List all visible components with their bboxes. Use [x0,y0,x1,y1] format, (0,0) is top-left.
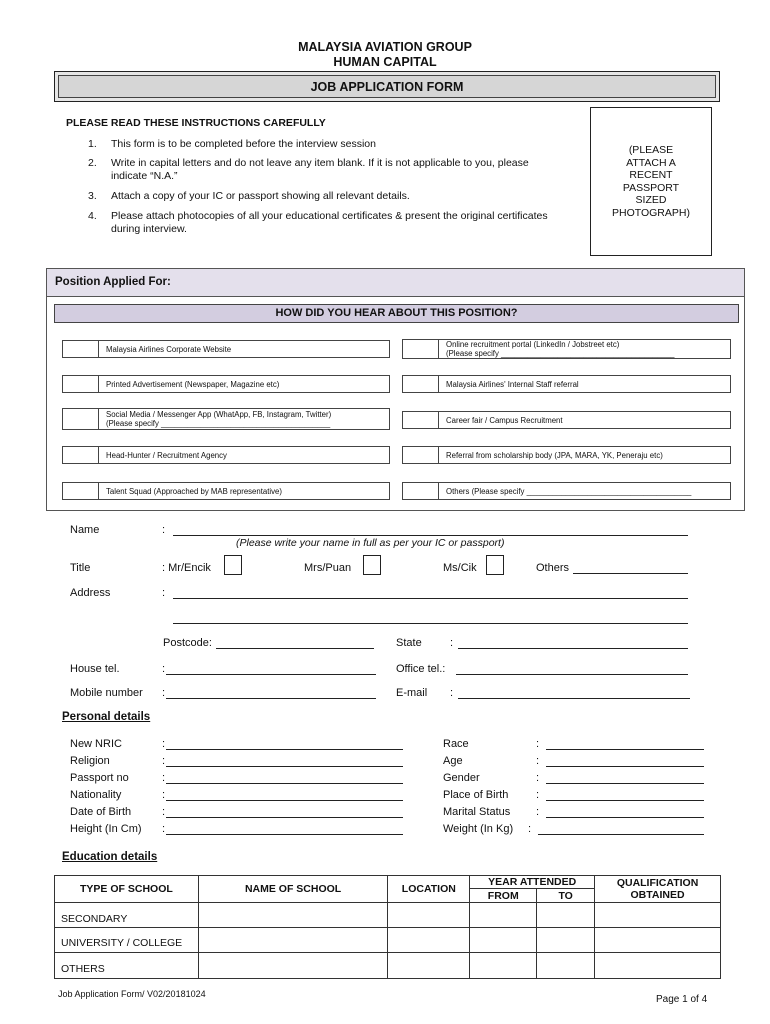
title-others-label: Others [536,562,570,574]
name-field[interactable] [173,535,688,536]
personal-colon: : [536,755,540,767]
instruction-text: Attach a copy of your IC or passport showing all relevant details. [111,190,410,202]
instruction-text: Write in capital letters and do not leave any item blank. If it is not applicable to you, please indicate “N.A.” [111,157,529,182]
house-tel-colon: : [162,663,166,675]
race-field[interactable] [546,749,704,750]
instruction-text: Please attach photocopies of all your educational certificates & present the original certificates during interview. [111,210,548,235]
personal-label: Gender [443,772,480,784]
location-cell[interactable] [388,953,470,979]
email-colon: : [450,687,454,699]
personal-label: Religion [70,755,110,767]
name-colon: : [162,524,166,536]
option-checkbox[interactable] [63,483,99,499]
instruction-number: 4. [88,210,97,222]
personal-label: Age [443,755,463,767]
personal-colon: : [536,772,540,784]
instruction-number: 3. [88,190,97,202]
option-checkbox[interactable] [403,483,439,499]
option-talent-squad[interactable] [62,482,390,500]
age-field[interactable] [546,766,704,767]
option-label: Others (Please specify ______________________________________ [446,486,692,496]
title-ms-label: Ms/Cik [443,562,477,574]
option-checkbox[interactable] [63,376,99,392]
qualification-cell[interactable] [595,928,721,953]
state-field[interactable] [458,648,688,649]
option-label: Talent Squad (Approached by MAB representative) [106,486,282,496]
weight-field[interactable] [538,834,704,835]
org-name: MALAYSIA AVIATION GROUP [298,40,472,54]
address-label: Address [70,587,111,599]
option-scholarship-referral[interactable] [402,446,731,464]
option-printed-advertisement[interactable] [62,375,390,393]
personal-label: Nationality [70,789,122,801]
school-type-cell: UNIVERSITY / COLLEGE [55,928,199,953]
form-title-box [54,71,720,102]
personal-label: Weight (In Kg) [443,823,514,835]
date-of-birth-field[interactable] [166,817,403,818]
personal-colon: : [536,789,540,801]
to-cell[interactable] [537,928,595,953]
new-nric-field[interactable] [166,749,403,750]
from-cell[interactable] [470,928,537,953]
personal-label: Race [443,738,469,750]
location-cell[interactable] [388,903,470,928]
to-cell[interactable] [537,953,595,979]
option-label: Head-Hunter / Recruitment Agency [106,450,227,460]
email-label: E-mail [396,687,428,699]
personal-colon: : [536,806,540,818]
marital-status-field[interactable] [546,817,704,818]
personal-colon: : [162,738,166,750]
name-note: (Please write your name in full as per your IC or passport) [236,537,505,549]
personal-colon: : [162,772,166,784]
col-year-attended: YEAR ATTENDED [470,876,595,889]
gender-field[interactable] [546,783,704,784]
table-row [55,953,721,979]
option-others[interactable] [402,482,731,500]
place-of-birth-field[interactable] [546,800,704,801]
table-row [55,903,721,928]
title-others-field[interactable] [573,573,688,574]
option-label: Malaysia Airlines Corporate Website [106,344,232,354]
address-field-line-1[interactable] [173,598,688,599]
name-label: Name [70,524,100,536]
passport-no-field[interactable] [166,783,403,784]
mobile-label: Mobile number [70,687,143,699]
school-name-cell[interactable] [198,928,388,953]
school-name-cell[interactable] [198,903,388,928]
title-mr-label: : Mr/Encik [162,562,211,574]
postcode-label: Postcode: [163,637,212,649]
option-checkbox[interactable] [63,447,99,463]
qualification-cell[interactable] [595,903,721,928]
option-label: Printed Advertisement (Newspaper, Magazine etc) [106,379,280,389]
state-label: State [396,637,422,649]
title-label: Title [70,562,91,574]
qualification-cell[interactable] [595,953,721,979]
personal-colon: : [536,738,540,750]
col-from: FROM [470,889,537,903]
option-career-fair[interactable] [402,411,731,429]
title-mr-checkbox[interactable] [224,555,242,575]
form-title: JOB APPLICATION FORM [58,75,716,98]
option-checkbox[interactable] [403,447,439,463]
office-tel-field[interactable] [456,674,688,675]
col-name-of-school: NAME OF SCHOOL [198,876,388,903]
personal-details-title: Personal details [62,711,151,723]
personal-colon: : [162,806,166,818]
email-field[interactable] [458,698,690,699]
col-qualification: QUALIFICATION OBTAINED [595,876,721,903]
title-mrs-checkbox[interactable] [363,555,381,575]
house-tel-label: House tel. [70,663,120,675]
option-label: Career fair / Campus Recruitment [446,415,563,425]
col-to: TO [537,889,595,903]
office-tel-label: Office tel.: [396,663,446,675]
option-social-media[interactable] [62,408,390,430]
option-label: Referral from scholarship body (JPA, MARA, YK, Peneraju etc) [446,450,663,460]
religion-field[interactable] [166,766,403,767]
option-label: Malaysia Airlines' Internal Staff referral [446,379,579,389]
school-type-cell: SECONDARY [55,903,199,928]
address-colon: : [162,587,166,599]
option-checkbox[interactable] [403,412,439,428]
option-checkbox[interactable] [403,340,439,358]
location-cell[interactable] [388,928,470,953]
education-details-title: Education details [62,851,158,863]
instruction-number: 2. [88,157,97,169]
option-checkbox[interactable] [403,376,439,392]
postcode-field[interactable] [216,648,374,649]
to-cell[interactable] [537,903,595,928]
personal-colon: : [162,755,166,767]
page-number: Page 1 of 4 [656,994,708,1005]
table-row [55,928,721,953]
education-table [54,875,721,979]
col-location: LOCATION [388,876,470,903]
school-type-cell: OTHERS [55,953,199,979]
instruction-number: 1. [88,138,97,150]
personal-colon: : [162,823,166,835]
option-label: Online recruitment portal (LinkedIn / Jobstreet etc) (Please specify ________________________________________ [446,340,675,358]
instruction-text: This form is to be completed before the interview session [111,138,376,150]
from-cell[interactable] [470,903,537,928]
personal-colon: : [162,789,166,801]
personal-label: Height (In Cm) [70,823,142,835]
mobile-field[interactable] [166,698,376,699]
height-field[interactable] [166,834,403,835]
col-type-of-school: TYPE OF SCHOOL [55,876,199,903]
address-field-line-2[interactable] [173,623,688,624]
option-staff-referral[interactable] [402,375,731,393]
personal-label: Date of Birth [70,806,132,818]
option-checkbox[interactable] [63,341,99,357]
title-ms-checkbox[interactable] [486,555,504,575]
option-head-hunter[interactable] [62,446,390,464]
personal-label: Place of Birth [443,789,509,801]
house-tel-field[interactable] [166,674,376,675]
option-label: Social Media / Messenger App (WhatApp, FB, Instagram, Twitter) (Please specify _______________________________________ [106,410,332,428]
position-applied-label: Position Applied For: [46,268,745,297]
personal-label: New NRIC [70,738,122,750]
hear-about-title: HOW DID YOU HEAR ABOUT THIS POSITION? [54,304,739,323]
instructions-title: PLEASE READ THESE INSTRUCTIONS CAREFULLY [66,117,326,129]
school-name-cell[interactable] [198,953,388,979]
personal-colon: : [528,823,532,835]
photo-box[interactable] [590,107,712,256]
title-mrs-label: Mrs/Puan [304,562,352,574]
dept-name: HUMAN CAPITAL [333,55,437,69]
personal-label: Marital Status [443,806,511,818]
option-corporate-website[interactable] [62,340,390,358]
option-online-portal[interactable] [402,339,731,359]
personal-label: Passport no [70,772,129,784]
mobile-colon: : [162,687,166,699]
state-colon: : [450,637,454,649]
photo-box-text: (PLEASE ATTACH A RECENT PASSPORT SIZED PHOTOGRAPH) [612,144,690,219]
footer-version: Job Application Form/ V02/20181024 [58,989,206,999]
from-cell[interactable] [470,953,537,979]
nationality-field[interactable] [166,800,403,801]
option-checkbox[interactable] [63,409,99,429]
